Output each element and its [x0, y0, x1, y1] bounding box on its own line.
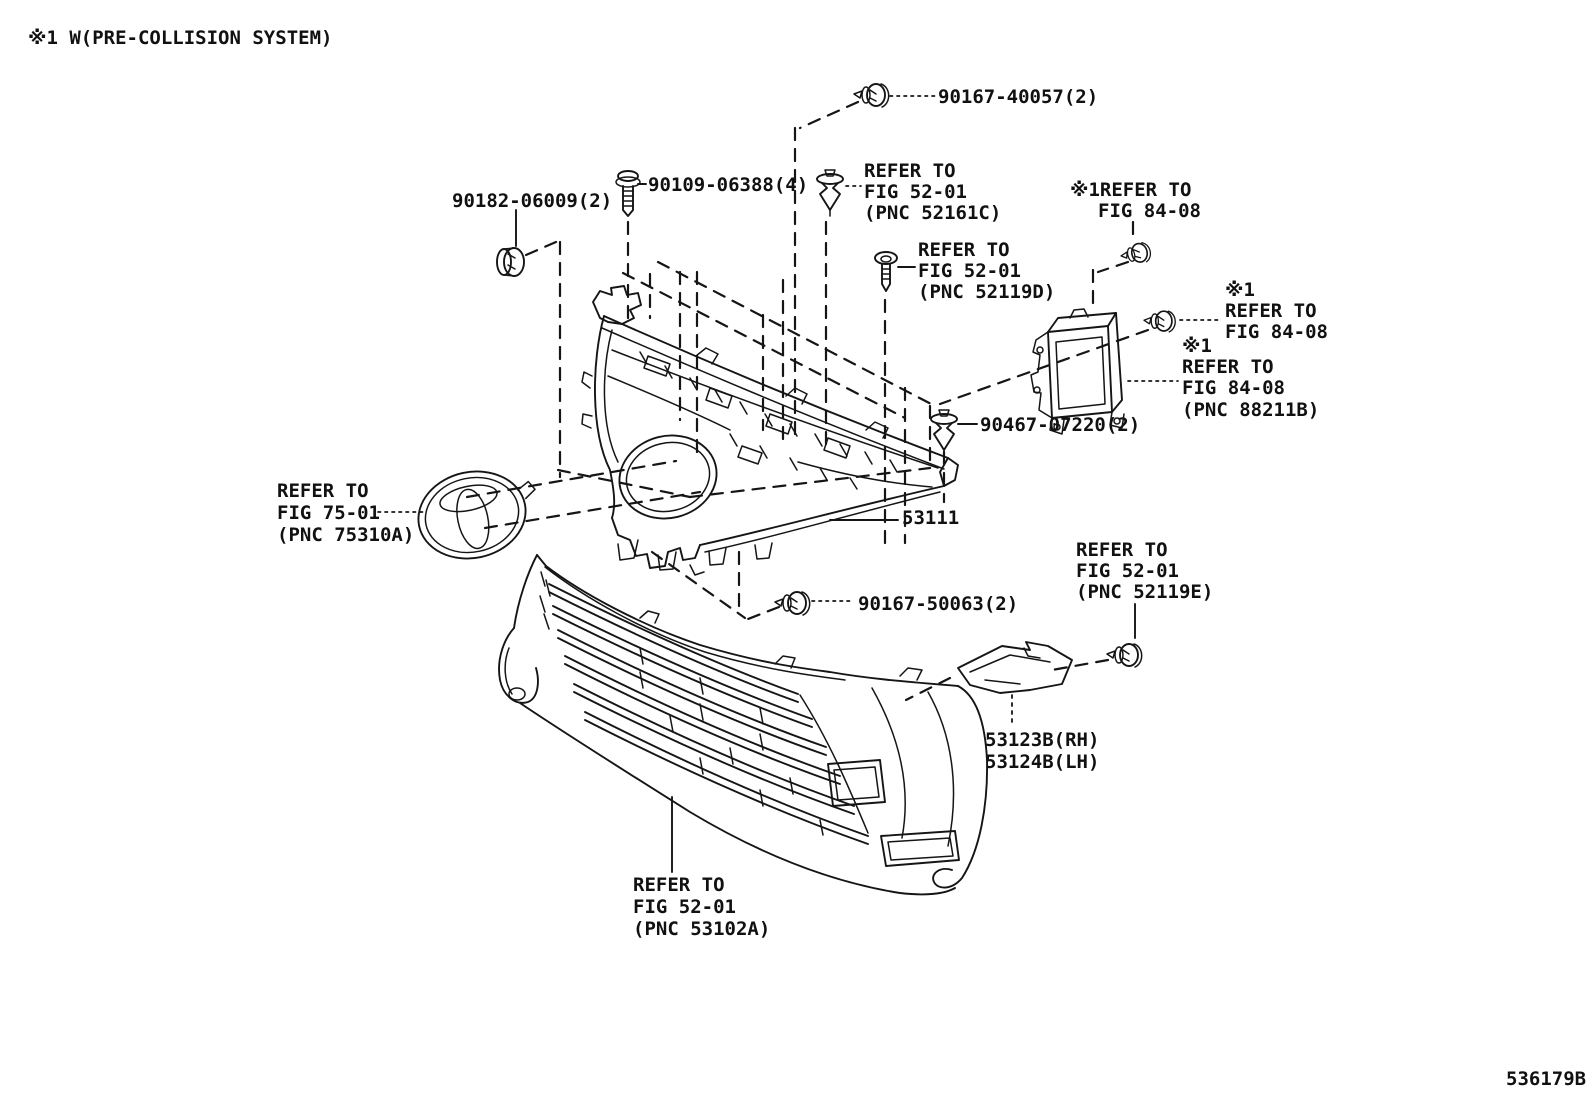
svg-text:(PNC 53102A): (PNC 53102A): [633, 918, 771, 940]
label-ref-52119e: [1076, 539, 1213, 603]
svg-text:FIG 52-01: FIG 52-01: [864, 181, 967, 203]
svg-text:FIG 84-08: FIG 84-08: [1225, 321, 1328, 343]
cover-bracket-drawing: [958, 642, 1072, 693]
label-90167-50063: 90167-50063(2): [858, 593, 1019, 615]
svg-text:FIG 52-01: FIG 52-01: [918, 260, 1021, 282]
toyota-emblem-drawing: [410, 459, 546, 568]
svg-text:FIG 52-01: FIG 52-01: [1076, 560, 1179, 582]
upper-grille-drawing: [582, 286, 958, 575]
label-90182-06009: 90182-06009(2): [452, 190, 613, 212]
label-ref-53102a: [633, 874, 770, 940]
screw-icon-52119d: [875, 252, 897, 291]
label-ref-88211b: [1182, 335, 1319, 421]
svg-text:53124B(LH): 53124B(LH): [985, 751, 1100, 773]
label-ref-8408-b: [1225, 279, 1328, 343]
svg-text:(PNC 52119D): (PNC 52119D): [918, 281, 1056, 303]
figure-number: 536179B: [1506, 1068, 1587, 1090]
screw-icon-40057: [854, 84, 889, 107]
label-ref-52161c: [864, 160, 1001, 224]
clip-icon-07220: [931, 410, 957, 456]
screw-icon-52119e: [1107, 644, 1142, 667]
label-53123b-53124b: [985, 729, 1099, 773]
svg-text:(PNC 75310A): (PNC 75310A): [277, 524, 415, 546]
grommet-icon-06009: [497, 248, 524, 276]
label-ref-75310a: [277, 480, 414, 546]
svg-text:REFER TO: REFER TO: [918, 239, 1010, 261]
svg-text:(PNC 52119E): (PNC 52119E): [1076, 581, 1214, 603]
svg-text:FIG 75-01: FIG 75-01: [277, 502, 380, 524]
label-90167-40057: 90167-40057(2): [938, 86, 1099, 108]
svg-text:※1: ※1: [1182, 335, 1212, 357]
rivet-icon-8408b: [1144, 311, 1175, 332]
screw-icon-50063: [775, 592, 810, 615]
svg-text:REFER TO: REFER TO: [1225, 300, 1317, 322]
svg-text:※1REFER TO: ※1REFER TO: [1070, 179, 1192, 201]
svg-text:REFER TO: REFER TO: [1182, 356, 1274, 378]
bolt-icon-06388: [616, 171, 640, 216]
svg-text:(PNC 88211B): (PNC 88211B): [1182, 399, 1320, 421]
svg-text:REFER TO: REFER TO: [1076, 539, 1168, 561]
svg-text:53123B(RH): 53123B(RH): [985, 729, 1100, 751]
label-ref-8408-a: [1070, 179, 1201, 222]
label-90467-07220: 90467-07220(2): [980, 414, 1141, 436]
clip-icon-52161c: [817, 170, 843, 216]
svg-text:※1: ※1: [1225, 279, 1255, 301]
label-90109-06388: 90109-06388(4): [648, 174, 809, 196]
svg-text:(PNC 52161C): (PNC 52161C): [864, 202, 1002, 224]
label-53111: 53111: [902, 507, 960, 529]
svg-text:REFER TO: REFER TO: [277, 480, 369, 502]
label-ref-52119d: [918, 239, 1055, 303]
svg-text:FIG 84-08: FIG 84-08: [1098, 200, 1201, 222]
precollision-note: ※1 W(PRE-COLLISION SYSTEM): [28, 27, 333, 49]
svg-text:FIG 52-01: FIG 52-01: [633, 896, 736, 918]
svg-text:REFER TO: REFER TO: [864, 160, 956, 182]
svg-text:FIG 84-08: FIG 84-08: [1182, 377, 1285, 399]
svg-text:REFER TO: REFER TO: [633, 874, 725, 896]
